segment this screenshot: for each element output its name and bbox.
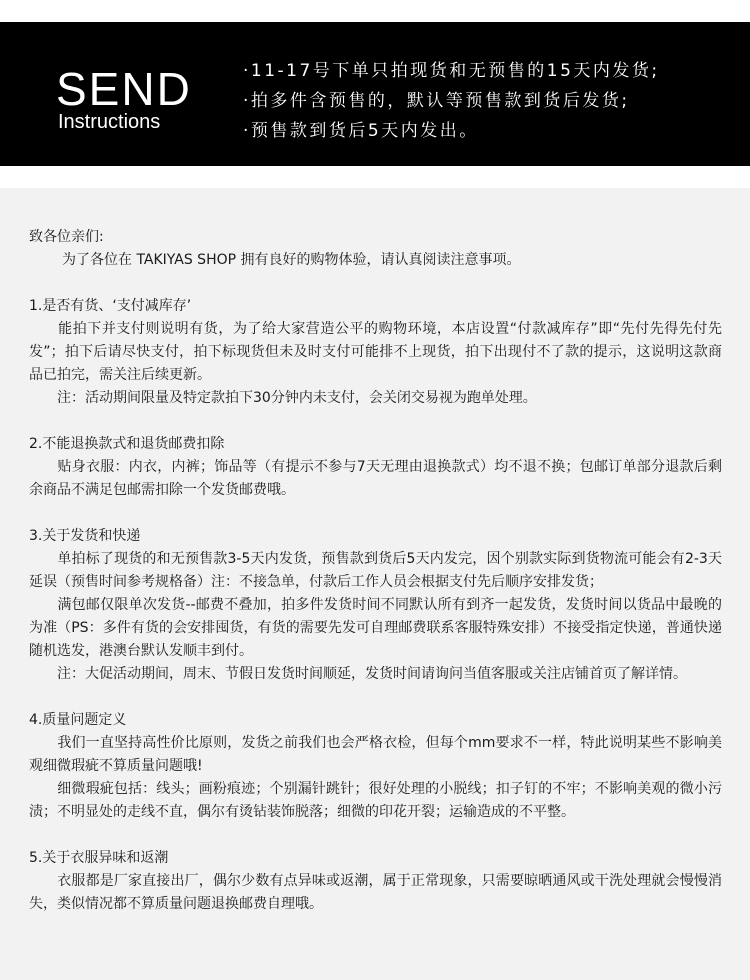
section-heading: 1.是否有货、‘支付减库存’ — [29, 298, 192, 314]
section-odor — [29, 846, 722, 916]
notice-panel — [0, 188, 750, 980]
section-paragraph: 贴身衣服：内衣，内裤；饰品等（有提示不参与7天无理由退换款式）均不退不换；包邮订单部分退款后剩余商品不满足包邮需扣除一个发货邮费哦。 — [29, 459, 722, 498]
mid-spacer — [0, 166, 750, 188]
banner-item: ·11-17号下单只拍现货和无预售的15天内发货; — [243, 61, 660, 81]
section-paragraph: 细微瑕疵包括：线头；画粉痕迹；个别漏针跳针；很好处理的小脱线；扣子钉的不牢；不影响美观的微小污渍；不明显处的走线不直，偶尔有烫钻装饰脱落；细微的印花开裂；运输造成的不平整。 — [29, 781, 722, 820]
section-paragraph: 能拍下并支付则说明有货，为了给大家营造公平的购物环境，本店设置“付款减库存”即“先付先得先付先发”；拍下后请尽快支付，拍下标现货但未及时支付可能排不上现货，拍下出现付不了款的提示，这说明这款商品已拍完，需关注后续更新。 — [29, 321, 722, 383]
section-heading: 2.不能退换款式和退货邮费扣除 — [29, 436, 225, 452]
section-heading: 5.关于衣服异味和返潮 — [29, 850, 169, 866]
greeting: 致各位亲们: — [29, 229, 104, 245]
section-shipping — [29, 524, 722, 686]
section-returns — [29, 432, 722, 502]
section-heading: 3.关于发货和快递 — [29, 528, 141, 544]
banner-list — [243, 56, 660, 146]
send-instructions-banner — [0, 22, 750, 166]
banner-item: ·预售款到货后5天内发出。 — [243, 121, 479, 141]
section-paragraph: 注：活动期间限量及特定款拍下30分钟内未支付，会关闭交易视为跑单处理。 — [29, 390, 537, 406]
section-paragraph: 注：大促活动期间，周末、节假日发货时间顺延，发货时间请询问当值客服或关注店铺首页了解详情。 — [29, 666, 687, 682]
banner-item: ·拍多件含预售的，默认等预售款到货后发货; — [243, 91, 630, 111]
section-paragraph: 满包邮仅限单次发货--邮费不叠加，拍多件发货时间不同默认所有到齐一起发货，发货时间以货品中最晚的为准（PS：多件有货的会安排囤货，有货的需要先发可自理邮费联系客服特殊安排）不接受指定快递，普通快递随机选发，港澳台默认发顺丰到付。 — [29, 597, 722, 659]
section-quality — [29, 708, 722, 824]
section-paragraph: 我们一直坚持高性价比原则，发货之前我们也会严格衣检，但每个mm要求不一样，特此说明某些不影响美观细微瑕疵不算质量问题哦! — [29, 735, 722, 774]
section-paragraph: 单拍标了现货的和无预售款3-5天内发货，预售款到货后5天内发完，因个别款实际到货物流可能会有2-3天延误（预售时间参考规格备）注：不接急单，付款后工作人员会根据支付先后顺序安排发货； — [29, 551, 722, 590]
section-paragraph: 衣服都是厂家直接出厂，偶尔少数有点异味或返潮，属于正常现象，只需要晾晒通风或干洗处理就会慢慢消失，类似情况都不算质量问题退换邮费自理哦。 — [29, 873, 722, 912]
section-heading: 4.质量问题定义 — [29, 712, 127, 728]
banner-title: SEND — [56, 63, 192, 115]
section-stock — [29, 294, 722, 410]
banner-subtitle: Instructions — [58, 111, 161, 133]
intro-text: 为了各位在 TAKIYAS SHOP 拥有良好的购物体验，请认真阅读注意事项。 — [62, 252, 521, 268]
top-spacer — [0, 0, 750, 22]
